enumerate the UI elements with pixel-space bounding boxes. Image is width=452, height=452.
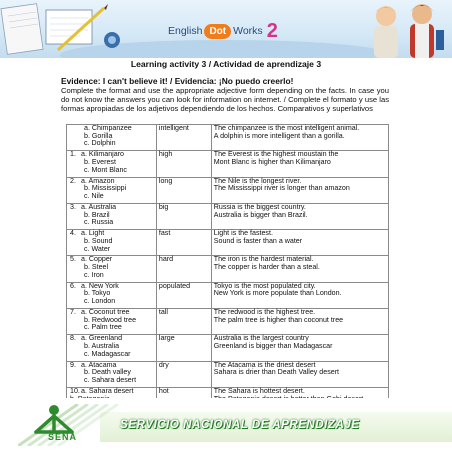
option-line: c. Iron [84, 270, 104, 279]
option-line: c. Dolphin [84, 139, 116, 148]
option-text: a. Sahara desert [81, 386, 134, 395]
answer-sentence: A dolphin is more intelligent than a gorilla. [213, 131, 345, 140]
options-cell [67, 125, 157, 151]
option-line: b. Redwood tree [84, 315, 137, 324]
header-banner [0, 0, 452, 58]
adjective-cell: fast [156, 230, 211, 256]
table-row [67, 282, 389, 308]
sena-logo-text: SENA [48, 432, 78, 442]
table-row [67, 177, 389, 203]
adjective-cell: hard [156, 256, 211, 282]
answer-cell [211, 125, 388, 151]
answer-sentence: The redwood is the highest tree. [213, 308, 316, 317]
adjective-cell: large [156, 335, 211, 361]
answer-sentence: The copper is harder than a steal. [213, 263, 320, 272]
answer-sentence: Sahara is drier than Death Valley desert [213, 368, 340, 377]
row-number: 2. [70, 176, 76, 185]
options-cell [67, 282, 157, 308]
students-illustration [352, 0, 452, 58]
answer-sentence: Light is the fastest. [213, 229, 273, 238]
options-cell [67, 335, 157, 361]
option-line: c. Sahara desert [84, 376, 137, 385]
answer-sentence: Australia is bigger than Brazil. [213, 210, 308, 219]
options-cell [67, 230, 157, 256]
option-text: a. Amazon [81, 176, 115, 185]
table-row [67, 125, 389, 151]
answer-cell [211, 309, 388, 335]
answer-cell [211, 361, 388, 387]
option-line: b. Death valley [84, 368, 131, 377]
row-number: 9. [70, 360, 76, 369]
option-line: b. Australia [84, 342, 120, 351]
englishdotworks-logo [168, 20, 278, 42]
option-text: a. Australia [81, 202, 117, 211]
options-cell [67, 256, 157, 282]
table-row [67, 335, 389, 361]
answer-sentence: Australia is the largest country [213, 334, 309, 343]
notebook-pencil-illustration [0, 0, 125, 58]
brand-prefix: English [168, 25, 203, 37]
adjectives-table [66, 124, 389, 414]
option-line: b. Tokyo [84, 289, 111, 298]
option-text: a. Atacama [81, 360, 117, 369]
row-number: 4. [70, 229, 76, 238]
option-line: c. Madagascar [84, 349, 131, 358]
options-cell [67, 177, 157, 203]
answer-sentence: The Sahara is hottest desert. [213, 386, 305, 395]
brand-suffix: Works [233, 25, 263, 37]
option-line: c. Russia [84, 218, 114, 227]
option-line [70, 283, 154, 291]
adjectives-table-body [67, 125, 389, 414]
options-cell [67, 203, 157, 229]
answer-cell [211, 203, 388, 229]
evidence-heading: Evidence: I can't believe it! / Evidencia: ¡No puedo creerlo! [61, 76, 294, 86]
institution-name: SERVICIO NACIONAL DE APRENDIZAJE [120, 418, 360, 431]
option-line: b. Steel [84, 263, 109, 272]
answer-sentence: The Mississippi river is longer than amazon [213, 184, 350, 193]
instructions-paragraph: Complete the format and use the appropriate adjective form depending on the facts. In case you do not know the answers you can look for information on internet. / Complete el formato y use las formas apropiadas de los adjetivos dependiendo de los hechos. Comparativos y superlativos [61, 86, 389, 114]
answer-sentence: The iron is the hardest material. [213, 255, 314, 264]
option-text: a. Light [81, 229, 105, 238]
activity-title: Learning activity 3 / Actividad de aprendizaje 3 [130, 59, 322, 69]
answer-sentence: The palm tree is higher than coconut tree [213, 315, 344, 324]
row-number: 6. [70, 281, 76, 290]
row-number: 10. [70, 386, 80, 395]
options-cell [67, 361, 157, 387]
answer-sentence: The chimpanzee is the most intelligent animal. [213, 124, 360, 132]
option-text: a. Copper [81, 255, 113, 264]
adjective-cell: tall [156, 309, 211, 335]
option-text: a. Kilimanjaro [81, 150, 124, 159]
table-row [67, 151, 389, 177]
row-number: 3. [70, 202, 76, 211]
adjective-cell: high [156, 151, 211, 177]
option-line: c. Water [84, 244, 111, 253]
table-row [67, 203, 389, 229]
adjective-cell: long [156, 177, 211, 203]
answer-cell [211, 282, 388, 308]
option-text: a. Greenland [81, 334, 123, 343]
brand-dot: Dot [204, 24, 231, 39]
row-number: 1. [70, 150, 76, 159]
answer-cell [211, 230, 388, 256]
answer-cell [211, 335, 388, 361]
option-line [70, 204, 154, 212]
option-line: c. London [84, 297, 116, 306]
option-line: c. Palm tree [84, 323, 122, 332]
option-line: b. Gorilla [84, 131, 113, 140]
option-line: a. Chimpanzee [84, 124, 132, 132]
option-text: a. New York [81, 281, 119, 290]
table-row [67, 361, 389, 387]
answer-sentence: The Atacama is the driest desert [213, 360, 316, 369]
adjective-cell: hot [156, 387, 211, 413]
row-number: 5. [70, 255, 76, 264]
option-line: b. Brazil [84, 210, 110, 219]
option-line: c. Nile [84, 192, 104, 200]
answer-sentence: Tokyo is the most populated city. [213, 281, 316, 290]
adjective-cell: big [156, 203, 211, 229]
option-line: b. Mississippi [84, 184, 127, 193]
answer-sentence: The Everest is the highest moustain the [213, 150, 339, 159]
answer-cell [211, 177, 388, 203]
option-line: b. Sound [84, 236, 113, 245]
answer-sentence: Russia is the biggest country. [213, 202, 306, 211]
adjective-cell: populated [156, 282, 211, 308]
options-cell [67, 309, 157, 335]
options-cell [67, 151, 157, 177]
row-number: 8. [70, 334, 76, 343]
answer-sentence: Greenland is bigger than Madagascar [213, 342, 333, 351]
row-number: 7. [70, 308, 76, 317]
adjective-cell: dry [156, 361, 211, 387]
answer-sentence: New York is more populate than London. [213, 289, 342, 298]
answer-cell [211, 151, 388, 177]
option-text: a. Coconut tree [81, 308, 130, 317]
table-row [67, 230, 389, 256]
footer-banner [0, 398, 452, 452]
table-row [67, 309, 389, 335]
answer-sentence: The Nile is the longest river. [213, 176, 302, 185]
option-line: c. Mont Blanc [84, 165, 127, 174]
table-row [67, 256, 389, 282]
answer-sentence: Sound is faster than a water [213, 236, 303, 245]
option-line [70, 256, 154, 264]
answer-cell [211, 256, 388, 282]
answer-sentence: Mont Blanc is higher than Kilimanjaro [213, 158, 331, 166]
adjective-cell: intelligent [156, 125, 211, 151]
brand-number: 2 [266, 20, 278, 42]
option-line: b. Everest [84, 158, 116, 166]
